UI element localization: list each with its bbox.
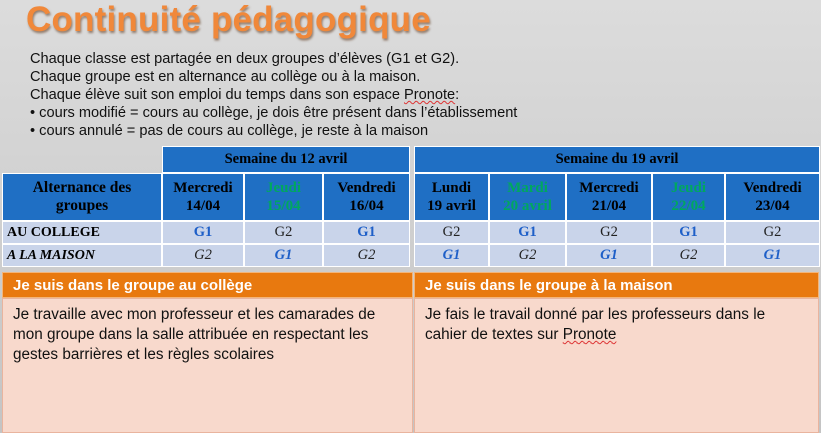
week-header-12-avril: Semaine du 12 avril (162, 146, 410, 173)
pronote-link: Pronote (404, 87, 456, 103)
day-name: Mercredi (173, 180, 233, 196)
panel-body-college: Je travaille avec mon professeur et les camarades de mon groupe dans la salle attribuée en respectant les gestes barrières et les règles scolaires (2, 298, 413, 433)
panel-body-maison-text: Je fais le travail donné par les professeurs dans le cahier de textes sur (425, 306, 766, 343)
day-date: 14/04 (185, 198, 221, 214)
day-header (414, 173, 489, 221)
day-date: 20 avril (503, 198, 552, 214)
week-header-19-avril: Semaine du 19 avril (414, 146, 820, 173)
group-cell: G2 (323, 244, 410, 267)
day-date: 15/04 (266, 198, 301, 214)
pronote-link-2: Pronote (562, 326, 617, 343)
day-name: Mardi (507, 180, 548, 196)
group-cell: G2 (566, 221, 652, 244)
group-cell: G2 (414, 221, 489, 244)
group-cell: G1 (489, 221, 566, 244)
day-name: Vendredi (743, 180, 802, 196)
group-cell: G1 (244, 244, 323, 267)
group-cell: G2 (162, 244, 244, 267)
bullet-cours-modifie: • cours modifié = cours au collège, je dois être présent dans l’établissement (30, 105, 518, 121)
intro-line-2: Chaque groupe est en alternance au collège ou à la maison. (30, 69, 421, 85)
day-name: Vendredi (337, 180, 396, 196)
group-cell: G2 (244, 221, 323, 244)
day-date: 21/04 (591, 198, 627, 214)
day-name: Jeudi (265, 180, 301, 196)
day-date: 19 avril (427, 198, 476, 214)
group-cell: G2 (652, 244, 725, 267)
group-panels (2, 272, 819, 433)
group-cell: G2 (489, 244, 566, 267)
panel-header-college: Je suis dans le groupe au collège (2, 272, 413, 298)
bullet-cours-annule: • cours annulé = pas de cours au collège, je reste à la maison (30, 123, 429, 139)
day-header (323, 173, 410, 221)
day-name: Lundi (431, 180, 472, 196)
panel-body-maison (414, 298, 819, 433)
group-cell: G2 (725, 221, 820, 244)
day-header (725, 173, 820, 221)
day-header (489, 173, 566, 221)
intro-text (30, 50, 590, 140)
group-cell: G1 (725, 244, 820, 267)
day-header (652, 173, 725, 221)
day-header (566, 173, 652, 221)
intro-line-3-suffix: : (455, 87, 460, 103)
intro-line-1: Chaque classe est partagée en deux groupes d’élèves (G1 et G2). (30, 51, 460, 67)
day-date: 23/04 (755, 198, 790, 214)
intro-line-3 (30, 86, 590, 104)
schedule-table (0, 146, 821, 268)
day-name: Mercredi (579, 180, 639, 196)
day-date: 22/04 (671, 198, 706, 214)
day-date: 16/04 (349, 198, 384, 214)
row-label: A LA MAISON (2, 244, 162, 267)
group-cell: G1 (566, 244, 652, 267)
day-header (162, 173, 244, 221)
group-cell: G1 (652, 221, 725, 244)
intro-line-3-prefix: Chaque élève suit son emploi du temps dans son espace (30, 87, 404, 103)
group-cell: G1 (414, 244, 489, 267)
group-cell: G1 (162, 221, 244, 244)
day-header (244, 173, 323, 221)
day-name: Jeudi (670, 180, 706, 196)
group-cell: G1 (323, 221, 410, 244)
page-title: Continuité pédagogique (26, 0, 431, 39)
panel-header-maison: Je suis dans le groupe à la maison (414, 272, 819, 298)
row-label: AU COLLEGE (2, 221, 162, 244)
corner-header: Alternance des groupes (2, 173, 162, 221)
